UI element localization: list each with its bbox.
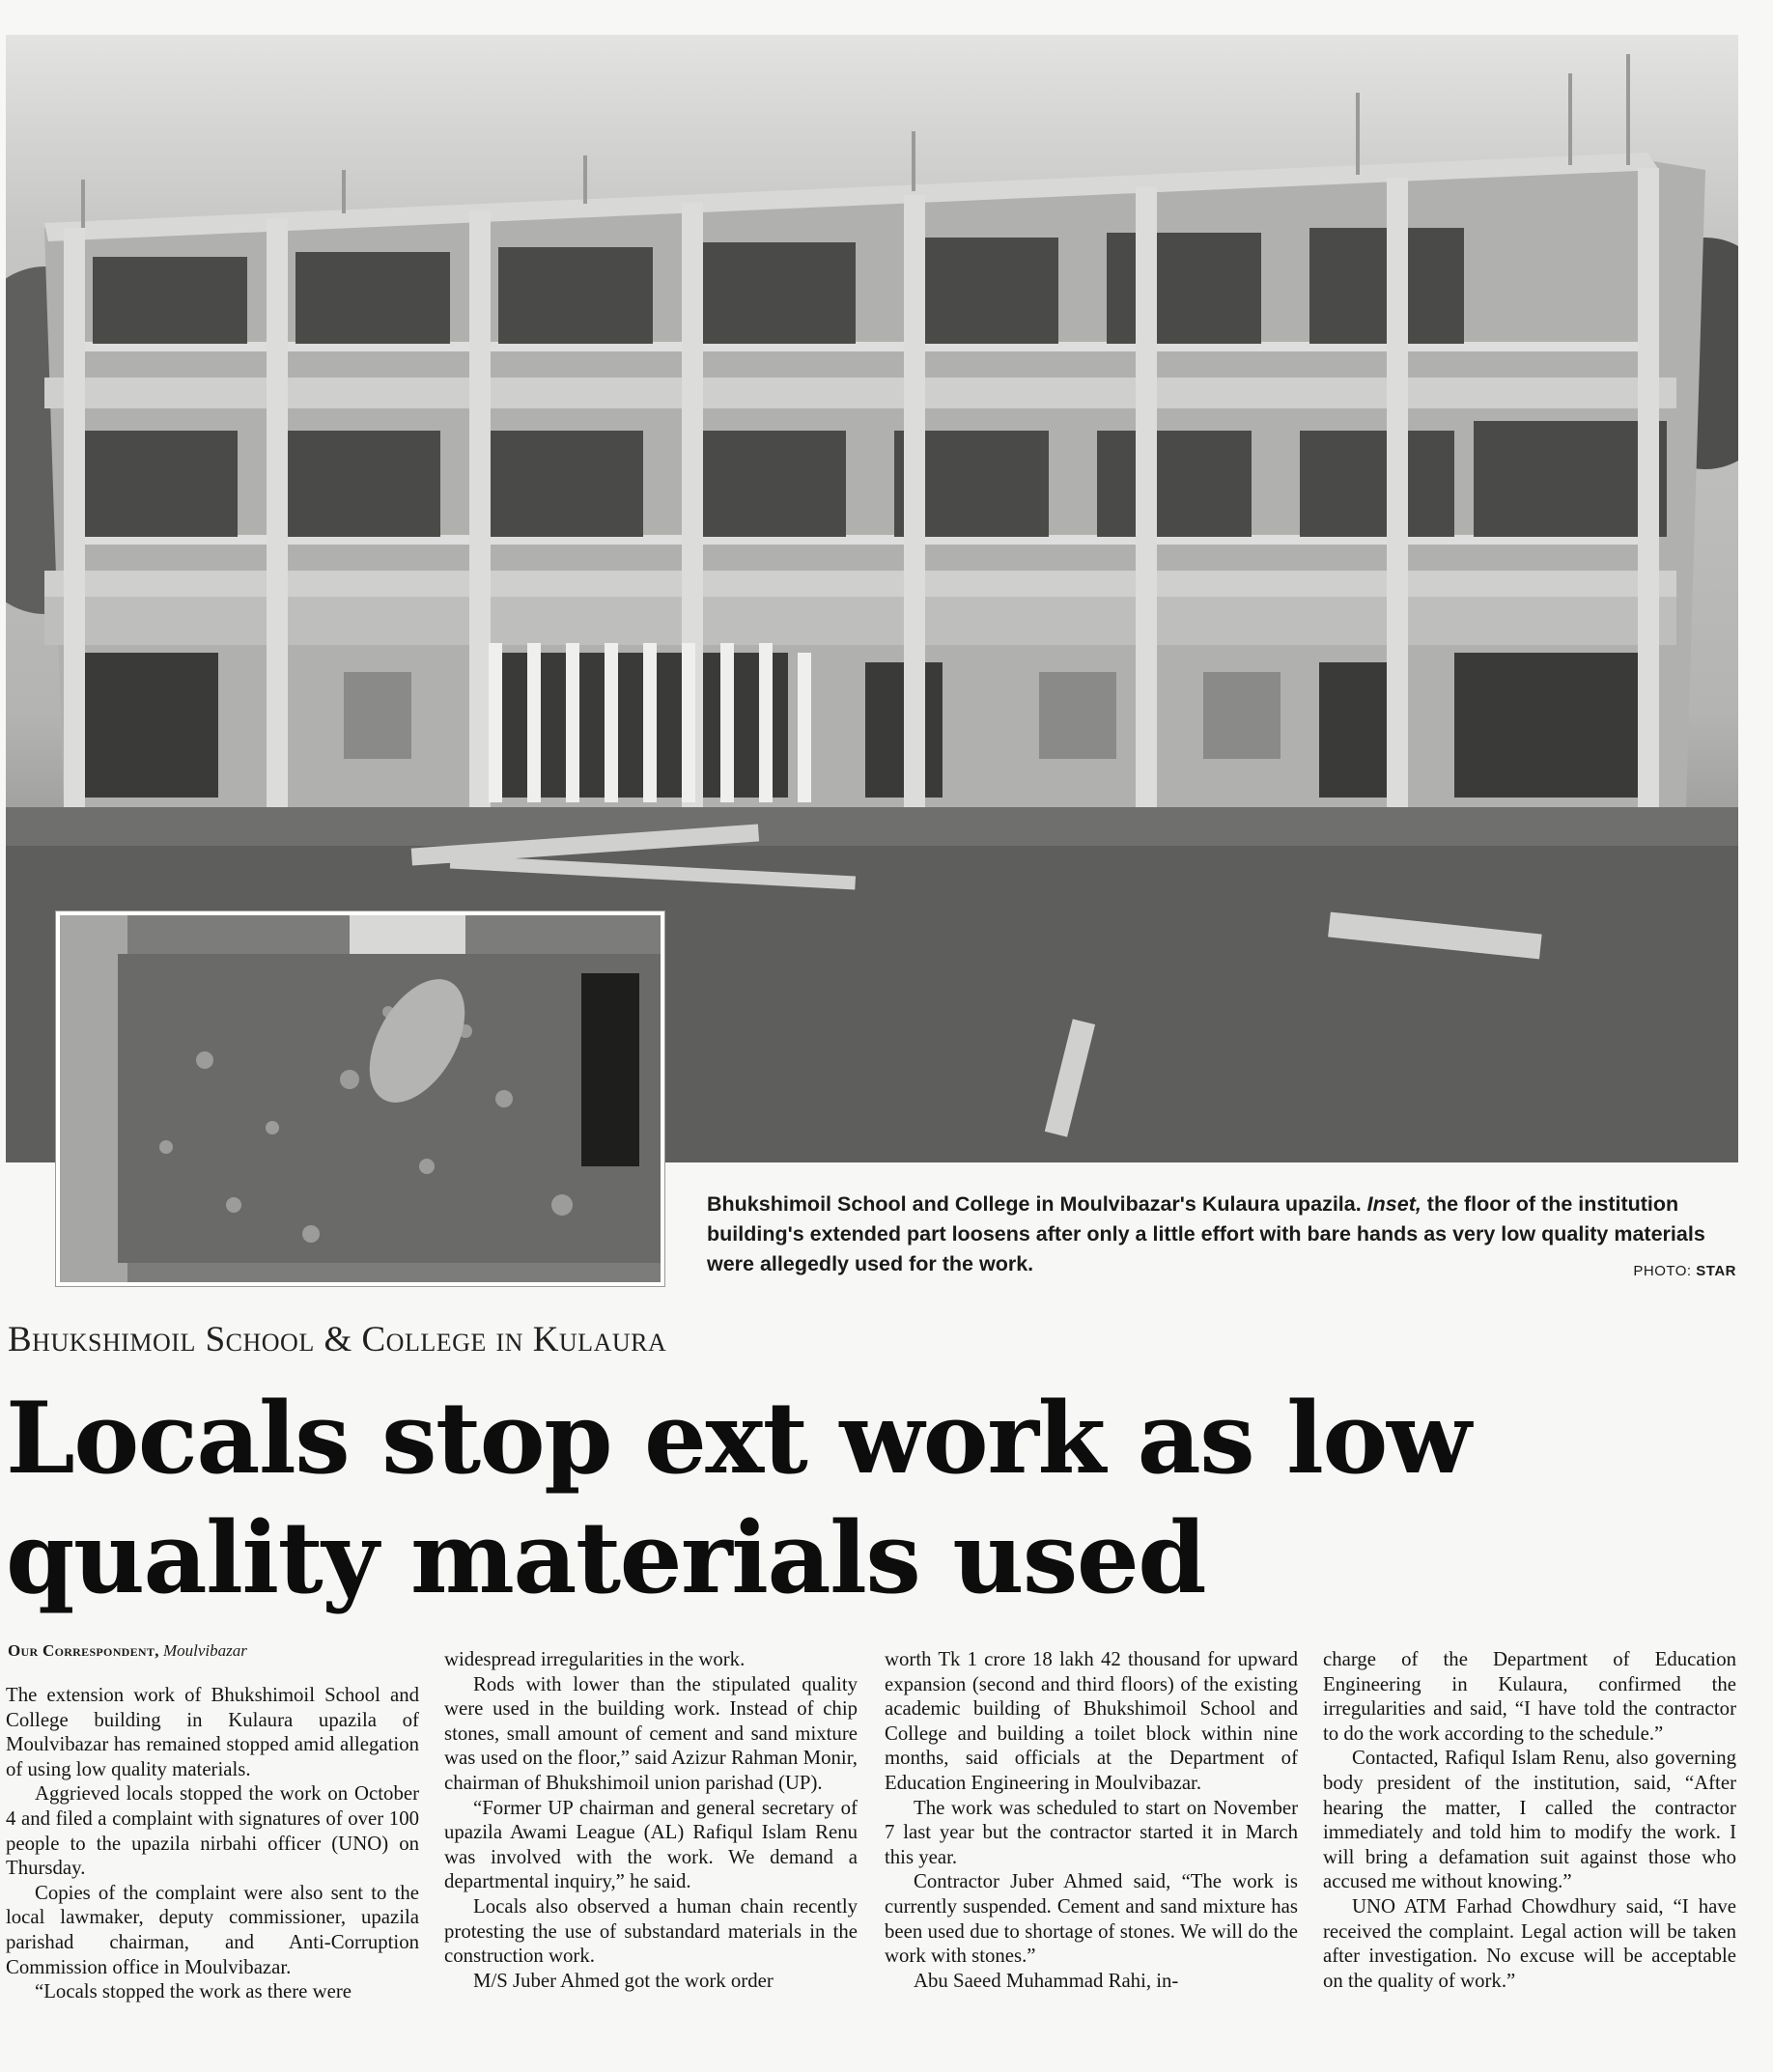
paragraph: worth Tk 1 crore 18 lakh 42 thousand for upward expansion (second and third floors) of the existing academic building of Bhukshimoil School and College and building a toilet block within nine months, said officials at the Department of Education Engineering in Moulvibazar. [885,1648,1298,1794]
caption-rest: the floor of the institution building's extended part loosens after only a little effort with bare hands as very low quality materials were allegedly used for the work. [707,1192,1705,1275]
paragraph: Copies of the complaint were also sent to the local lawmaker, deputy commissioner, upazila parishad chairman, and Anti-Corruption Commission office in Moulvibazar. [6,1881,419,1978]
paragraph: widespread irregularities in the work. [444,1648,746,1670]
inset-photo [56,911,664,1286]
floor-illustration [60,915,661,1282]
byline-author: Our Correspondent, [8,1641,159,1660]
paragraph: charge of the Department of Education Engineering in Kulaura, confirmed the irregularities and said, “I have told the contractor to do the work according to the schedule.” [1323,1648,1736,1745]
byline [8,1641,247,1661]
byline-location: Moulvibazar [163,1641,247,1660]
article-column-2 [444,1647,858,1993]
caption-lead: Bhukshimoil School and College in Moulvibazar's Kulaura upazila. [707,1192,1367,1216]
headline: Locals stop ext work as low quality materials used [6,1381,1471,1616]
paragraph: Rods with lower than the stipulated quality were used in the building work. Instead of chip stones, small amount of cement and sand mixture was used on the floor,” said Azizur Rahman Monir, chairman of Bhukshimoil union parishad (UP). [444,1672,858,1794]
credit-prefix: PHOTO: [1633,1263,1697,1279]
paragraph: Locals also observed a human chain recently protesting the use of substandard materials in the construction work. [444,1894,858,1968]
paragraph: Contacted, Rafiqul Islam Renu, also governing body president of the institution, said, “After hearing the matter, I called the contractor immediately and told him to modify the work. I will bring a defamation suit against those who accused me without knowing.” [1323,1747,1736,1893]
paragraph: Aggrieved locals stopped the work on October 4 and filed a complaint with signatures of over 100 people to the upazila nirbahi officer (UNO) on Thursday. [6,1782,419,1880]
paragraph: Abu Saeed Muhammad Rahi, in- [914,1969,1179,1992]
paragraph: “Former UP chairman and general secretary of upazila Awami League (AL) Rafiqul Islam Renu was involved with the work. We demand a departmental inquiry,” he said. [444,1796,858,1893]
paragraph: Contractor Juber Ahmed said, “The work is currently suspended. Cement and sand mixture has been used due to shortage of stones. We will do the work with stones.” [885,1870,1298,1968]
paragraph: The extension work of Bhukshimoil School and College building in Kulaura upazila of Moulvibazar has remained stopped amid allegation of using low quality materials. [6,1684,419,1780]
paragraph: M/S Juber Ahmed got the work order [473,1969,774,1992]
paragraph: “Locals stopped the work as there were [35,1980,352,2003]
photo-credit [1633,1263,1736,1279]
photo-caption [707,1190,1734,1279]
caption-inset-label: Inset, [1366,1192,1421,1216]
credit-source: STAR [1696,1263,1736,1279]
article-column-4 [1323,1647,1736,1993]
paragraph: The work was scheduled to start on November 7 last year but the contractor started it in March this year. [885,1796,1298,1868]
article-column-1 [6,1683,419,2004]
paragraph: UNO ATM Farhad Chowdhury said, “I have received the complaint. Legal action will be taken after investigation. No excuse will be acceptable on the quality of work.” [1323,1894,1736,1992]
article-column-3 [885,1647,1298,1993]
kicker: Bhukshimoil School & College in Kulaura [8,1320,667,1359]
